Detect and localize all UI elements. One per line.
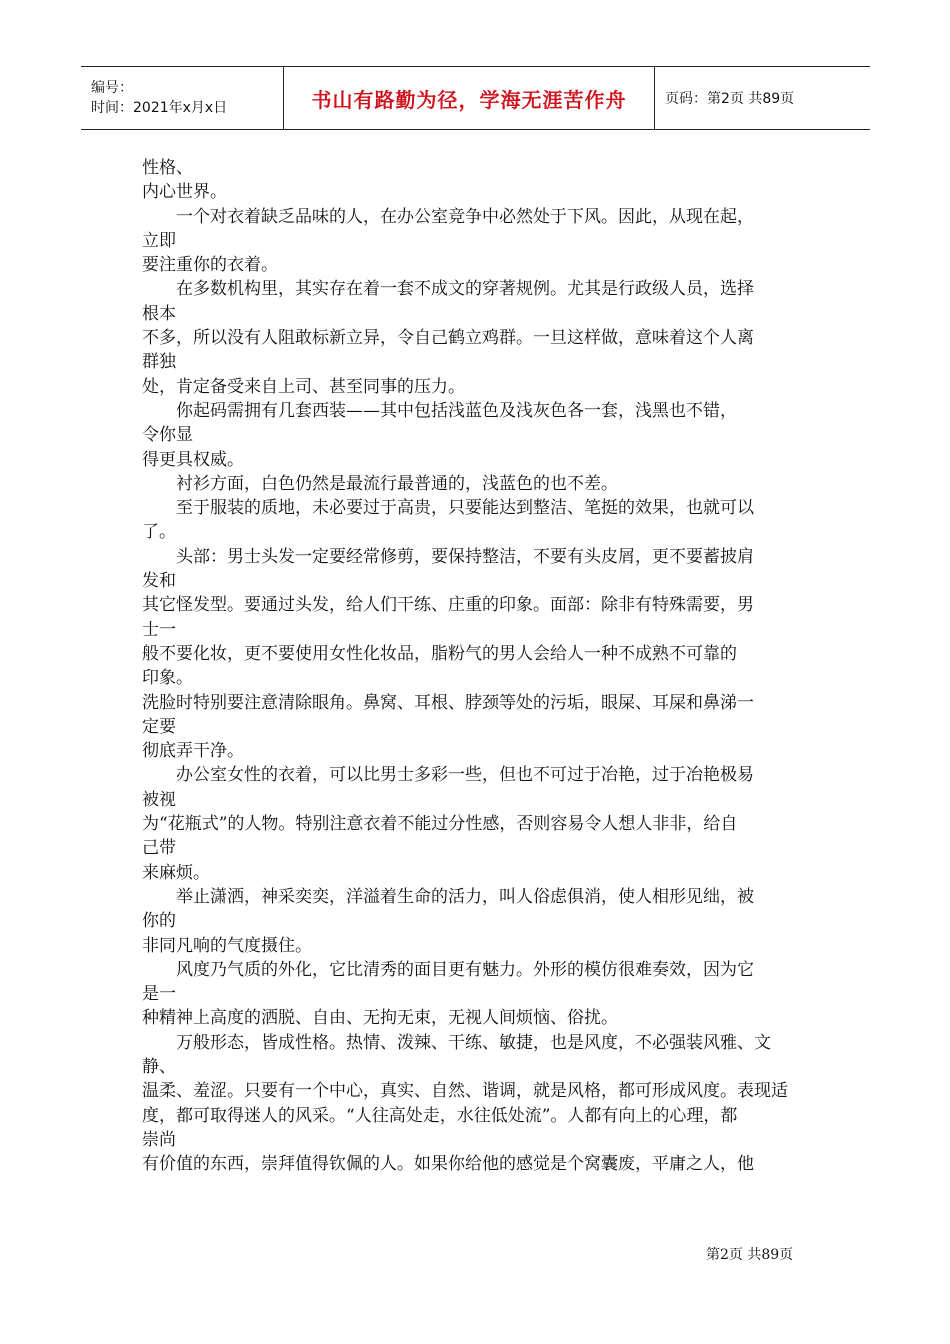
text-line: 崇尚 [142,1129,176,1150]
text-line: 彻底弄干净。 [142,741,244,762]
text-line: 非同凡响的气度摄住。 [142,935,312,956]
text-line: 你起码需拥有几套西装——其中包括浅蓝色及浅灰色各一套，浅黑也不错， [142,400,737,421]
text-line: 一个对衣着缺乏品味的人，在办公室竞争中必然处于下风。因此，从现在起， [142,206,754,227]
text-line: 立即 [142,230,176,251]
text-line: 种精神上高度的洒脱、自由、无拘无束，无视人间烦恼、俗扰。 [142,1008,618,1029]
text-line: 要注重你的衣着。 [142,255,278,276]
document-number-label: 编号： [91,80,133,96]
text-line: 头部：男士头发一定要经常修剪，要保持整洁，不要有头皮屑，更不要蓄披肩 [142,546,754,567]
text-line: 根本 [142,303,176,324]
text-line: 在多数机构里，其实存在着一套不成文的穿著规例。尤其是行政级人员，选择 [142,279,754,300]
text-line: 被视 [142,789,176,810]
text-line: 发和 [142,571,176,592]
header-meta [81,67,283,129]
header-motto-cell [283,67,655,129]
text-line: 群独 [142,352,176,373]
text-line: 是一 [142,984,176,1005]
header-page-cell [655,67,870,129]
page-header [81,66,870,130]
text-line: 印象。 [142,668,193,689]
text-line: 性格、 [142,158,193,178]
document-date-label: 时间：2021年x月x日 [91,100,228,116]
text-line: 为“花瓶式”的人物。特别注意衣着不能过分性感，否则容易令人想人非非，给自 [142,814,738,835]
text-line: 你的 [142,911,176,932]
text-line: 举止潇洒，神采奕奕，洋溢着生命的活力，叫人俗虑俱消，使人相形见绌，被 [142,886,754,907]
text-line: 其它怪发型。要通过头发，给人们干练、庄重的印象。面部：除非有特殊需要，男 [142,595,754,616]
text-line: 有价值的东西，崇拜值得钦佩的人。如果你给他的感觉是个窝囊废，平庸之人，他 [142,1154,754,1175]
text-line: 衬衫方面，白色仍然是最流行最普通的，浅蓝色的也不差。 [142,473,618,494]
header-page-number: 页码：第2页 共89页 [665,91,795,107]
text-line: 办公室女性的衣着，可以比男士多彩一些，但也不可过于冶艳，过于冶艳极易 [142,765,754,786]
page-footer: 第2页 共89页 [706,1247,794,1263]
text-line: 温柔、羞涩。只要有一个中心，真实、自然、谐调，就是风格，都可形成风度。表现适 [142,1081,788,1102]
text-line: 静、 [142,1056,176,1077]
text-line: 定要 [142,716,176,737]
text-line: 般不要化妆，更不要使用女性化妆品，脂粉气的男人会给人一种不成熟不可靠的 [142,643,737,664]
text-line: 令你显 [142,425,193,446]
text-line: 得更具权威。 [142,449,244,470]
text-line: 己带 [142,838,176,859]
text-line: 士一 [142,619,176,640]
document-body [142,156,814,1176]
text-line: 来麻烦。 [142,862,210,883]
text-line: 不多，所以没有人阻敢标新立异，令自己鹤立鸡群。一旦这样做，意味着这个人离 [142,328,754,349]
header-motto: 书山有路勤为径，学海无涯苦作舟 [311,87,627,112]
text-line: 洗脸时特别要注意清除眼角。鼻窝、耳根、脖颈等处的污垢，眼屎、耳屎和鼻涕一 [142,692,754,713]
text-line: 内心世界。 [142,182,227,203]
text-line: 万般形态，皆成性格。热情、泼辣、干练、敏捷，也是风度，不必强装风雅、文 [142,1032,771,1053]
text-line: 至于服装的质地，未必要过于高贵，只要能达到整洁、笔挺的效果，也就可以 [142,498,754,519]
text-line: 处，肯定备受来自上司、甚至同事的压力。 [142,376,465,397]
text-line: 了。 [142,522,176,543]
text-line: 风度乃气质的外化，它比清秀的面目更有魅力。外形的模仿很难奏效，因为它 [142,959,754,980]
text-line: 度，都可取得迷人的风采。“人往高处走，水往低处流”。人都有向上的心理，都 [142,1105,738,1126]
